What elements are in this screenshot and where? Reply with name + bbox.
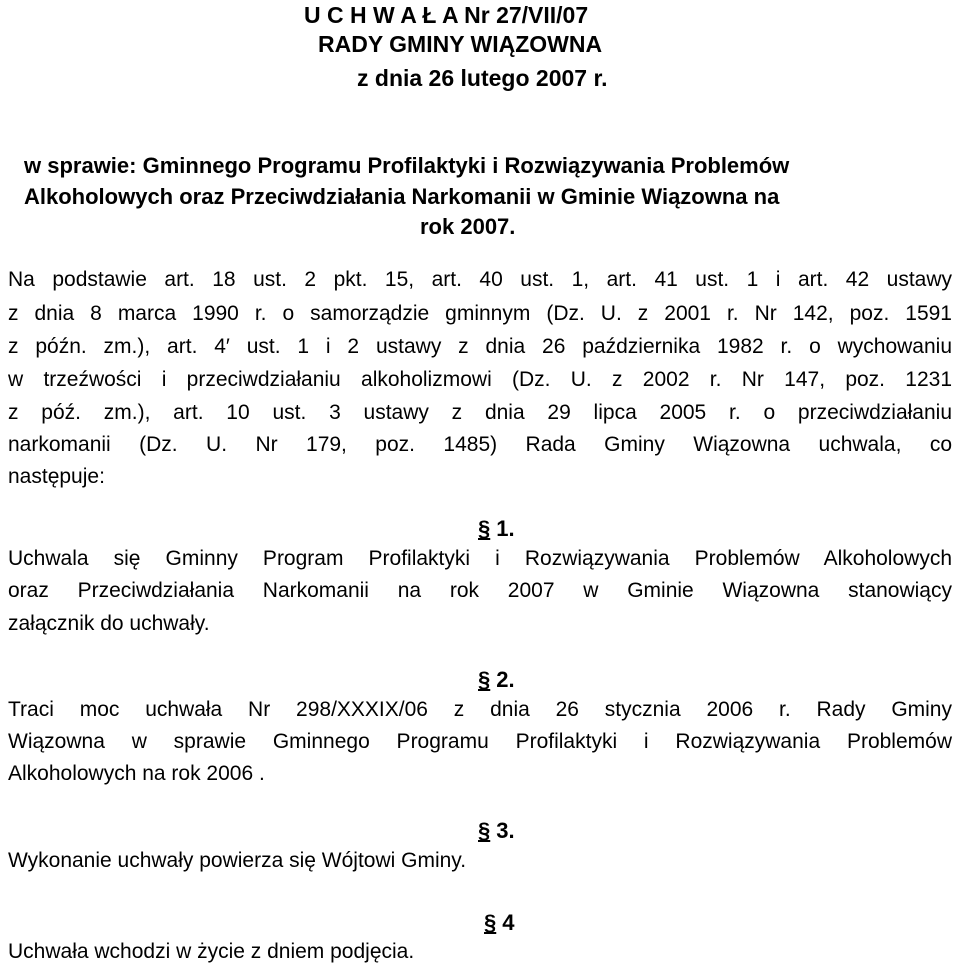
section-1-line-3: załącznik do uchwały. bbox=[8, 612, 210, 635]
subject-line-3: rok 2007. bbox=[420, 214, 516, 239]
paragraph-symbol: § bbox=[478, 516, 491, 541]
section-2-line-2: Wiązowna w sprawie Gminnego Programu Profilaktyki i Rozwiązywania Problemów bbox=[8, 730, 952, 753]
section-2-line-3: Alkoholowych na rok 2006 . bbox=[8, 762, 265, 785]
preamble-line-3: z późn. zm.), art. 4′ ust. 1 i 2 ustawy z dnia 26 października 1982 r. o wychowaniu bbox=[8, 335, 952, 358]
section-number: 3. bbox=[496, 818, 515, 843]
subject-line-1: w sprawie: Gminnego Programu Profilaktyki i Rozwiązywania Problemów bbox=[24, 153, 790, 178]
paragraph-symbol: § bbox=[478, 667, 491, 692]
preamble-line-6: narkomanii (Dz. U. Nr 179, poz. 1485) Rada Gminy Wiązowna uchwala, co bbox=[8, 433, 952, 456]
resolution-issuer: RADY GMINY WIĄZOWNA bbox=[318, 31, 603, 57]
subject-line-2: Alkoholowych oraz Przeciwdziałania Narkomanii w Gminie Wiązowna na bbox=[24, 184, 780, 209]
section-1-line-2: oraz Przeciwdziałania Narkomanii na rok 2007 w Gminie Wiązowna stanowiący bbox=[8, 579, 952, 602]
section-number: 4 bbox=[502, 910, 515, 935]
section-3-heading bbox=[478, 818, 515, 844]
section-number: 2. bbox=[496, 667, 515, 692]
paragraph-symbol: § bbox=[484, 910, 497, 935]
preamble-line-2: z dnia 8 marca 1990 r. o samorządzie gminnym (Dz. U. z 2001 r. Nr 142, poz. 1591 bbox=[8, 302, 952, 325]
section-1-line-1: Uchwala się Gminny Program Profilaktyki i Rozwiązywania Problemów Alkoholowych bbox=[8, 547, 952, 570]
preamble-line-5: z póź. zm.), art. 10 ust. 3 ustawy z dnia 29 lipca 2005 r. o przeciwdziałaniu bbox=[8, 401, 952, 424]
preamble-line-4: w trzeźwości i przeciwdziałaniu alkoholizmowi (Dz. U. z 2002 r. Nr 147, poz. 1231 bbox=[8, 368, 952, 391]
preamble-line-7: następuje: bbox=[8, 465, 105, 488]
section-4-line-1: Uchwała wchodzi w życie z dniem podjęcia. bbox=[8, 940, 415, 963]
section-2-heading bbox=[478, 667, 515, 693]
section-2-line-1: Traci moc uchwała Nr 298/XXXIX/06 z dnia 26 stycznia 2006 r. Rady Gminy bbox=[8, 698, 952, 721]
resolution-title: U C H W A Ł A Nr 27/VII/07 bbox=[304, 2, 589, 28]
section-4-heading bbox=[484, 910, 515, 936]
section-number: 1. bbox=[496, 516, 515, 541]
section-1-heading bbox=[478, 516, 515, 542]
preamble-line-1: Na podstawie art. 18 ust. 2 pkt. 15, art. 40 ust. 1, art. 41 ust. 1 i art. 42 ustawy bbox=[8, 268, 952, 291]
paragraph-symbol: § bbox=[478, 818, 491, 843]
section-3-line-1: Wykonanie uchwały powierza się Wójtowi Gminy. bbox=[8, 849, 467, 872]
resolution-date: z dnia 26 lutego 2007 r. bbox=[357, 65, 608, 91]
